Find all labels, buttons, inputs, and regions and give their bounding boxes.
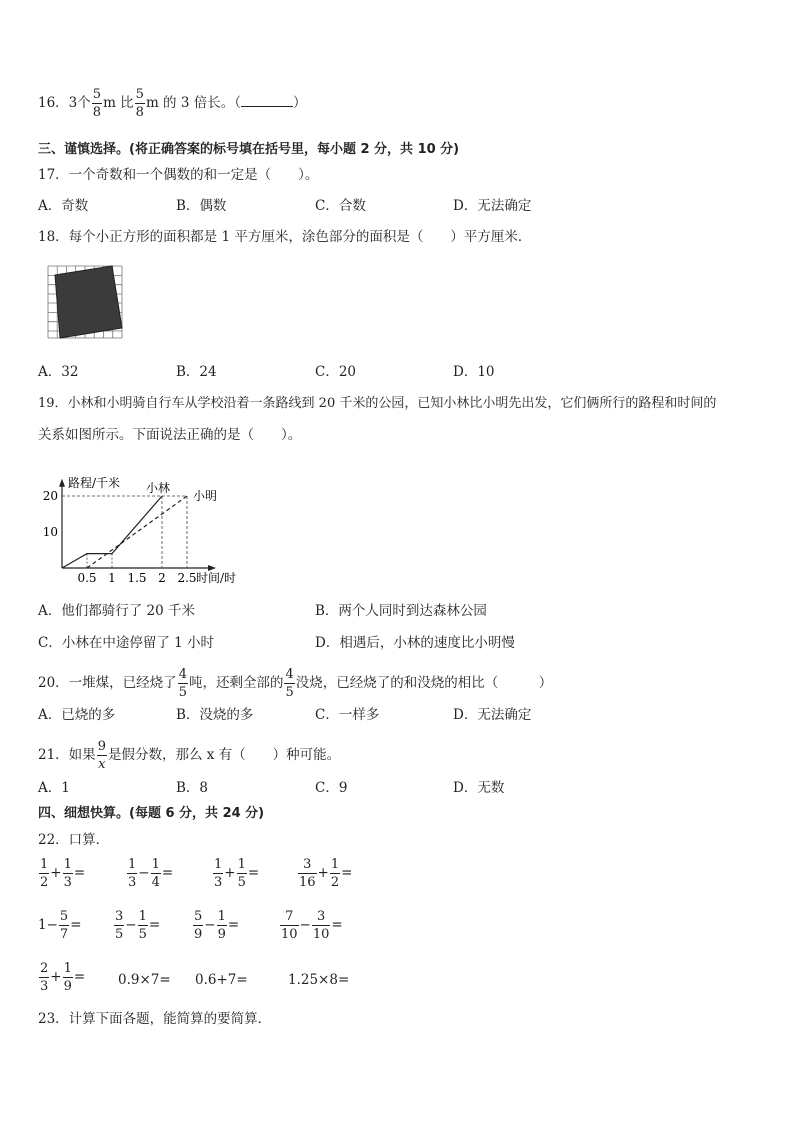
series-line-1	[87, 496, 187, 568]
q21-option-d[interactable]: D．无数	[453, 780, 505, 796]
question-17: 17．一个奇数和一个偶数的和一定是（ ）。	[38, 167, 319, 183]
q17-option-d[interactable]: D．无法确定	[453, 198, 532, 214]
answer-blank[interactable]	[241, 94, 293, 107]
question-19-line-2: 关系如图所示。下面说法正确的是（ ）。	[38, 427, 302, 443]
shaded-square	[55, 266, 122, 338]
y-axis-arrow	[59, 479, 65, 487]
q17-option-b[interactable]: B．偶数	[176, 198, 227, 214]
question-23: 23．计算下面各题，能简算的要简算．	[38, 1011, 272, 1027]
x-tick-label: 0.5	[77, 571, 97, 585]
calc-item: $\frac{3}{16}$ + $\frac{1}{2}$ =	[299, 857, 353, 890]
y-axis-label: 路程/千米	[68, 475, 121, 490]
calc-item: 0.9×7=	[118, 972, 171, 988]
grid-figure	[46, 264, 124, 340]
x-tick-label: 2.5	[177, 571, 197, 585]
q21-option-c[interactable]: C．9	[315, 780, 348, 796]
question-16: 16．3个 $\frac{5}{8}$ m 比 $\frac{5}{8}$ m 的 3 倍长。（ ）	[38, 87, 307, 120]
section-3-title: 三、谨慎选择。(将正确答案的标号填在括号里，每小题 2 分，共 10 分)	[38, 142, 460, 157]
question-21: 21．如果 $\frac{9}{x}$ 是假分数，那么 x 有（ ）种可能。	[38, 739, 341, 772]
distance-time-chart	[36, 462, 276, 588]
q19-option-d[interactable]: D．相遇后，小林的速度比小明慢	[315, 635, 515, 651]
q21-option-b[interactable]: B．8	[176, 780, 209, 796]
question-22: 22．口算．	[38, 832, 110, 848]
calc-item: $\frac{5}{9}$ − $\frac{1}{9}$ =	[194, 909, 240, 942]
q19-option-c[interactable]: C．小林在中途停留了 1 小时	[38, 635, 215, 651]
q19-option-b[interactable]: B．两个人同时到达森林公园	[315, 603, 487, 619]
fraction: $\frac{4}{5}$	[285, 667, 294, 700]
q20-option-b[interactable]: B．没烧的多	[176, 707, 254, 723]
q21-option-a[interactable]: A．1	[38, 780, 70, 796]
fraction: $\frac{4}{5}$	[178, 667, 187, 700]
q17-option-a[interactable]: A．奇数	[38, 198, 89, 214]
x-tick-label: 1	[108, 571, 116, 585]
q18-option-d[interactable]: D．10	[453, 364, 495, 380]
calc-item: $\frac{1}{2}$ + $\frac{1}{3}$ =	[40, 857, 86, 890]
x-axis-label: 时间/时	[196, 571, 237, 585]
y-tick-label: 10	[42, 525, 58, 539]
calc-item: 1.25×8=	[288, 972, 350, 988]
calc-item: 0.6+7=	[195, 972, 248, 988]
q20-option-c[interactable]: C．一样多	[315, 707, 380, 723]
calc-item: 1− $\frac{5}{7}$ =	[38, 909, 82, 942]
q20-option-a[interactable]: A．已烧的多	[38, 707, 116, 723]
series-line-0	[62, 496, 162, 568]
calc-item: $\frac{1}{3}$ + $\frac{1}{5}$ =	[214, 857, 260, 890]
question-20: 20．一堆煤，已经烧了 $\frac{4}{5}$ 吨，还剩全部的 $\frac{4}{5}$ 没烧，已经烧了的和没烧的相比（ ）	[38, 667, 553, 700]
q19-option-a[interactable]: A．他们都骑行了 20 千米	[38, 603, 196, 619]
q20-option-d[interactable]: D．无法确定	[453, 707, 532, 723]
series-label: 小林	[146, 481, 171, 495]
fraction: $\frac{5}{8}$	[135, 87, 144, 120]
q18-option-c[interactable]: C．20	[315, 364, 357, 380]
calc-item: $\frac{1}{3}$ − $\frac{1}{4}$ =	[128, 857, 174, 890]
q17-option-c[interactable]: C．合数	[315, 198, 366, 214]
calc-item: $\frac{2}{3}$ + $\frac{1}{9}$ =	[40, 961, 86, 994]
calc-item: $\frac{7}{10}$ − $\frac{3}{10}$ =	[281, 909, 343, 942]
q18-option-b[interactable]: B．24	[176, 364, 217, 380]
question-19-line-1: 19．小林和小明骑自行车从学校沿着一条路线到 20 千米的公园，已知小林比小明先出发，它们俩所行的路程和时间的	[38, 396, 717, 411]
calc-item: $\frac{3}{5}$ − $\frac{1}{5}$ =	[115, 909, 161, 942]
y-tick-label: 20	[42, 489, 58, 503]
section-4-title: 四、细想快算。(每题 6 分，共 24 分)	[38, 806, 265, 821]
x-tick-label: 2	[158, 571, 166, 585]
x-tick-label: 1.5	[127, 571, 147, 585]
fraction: $\frac{5}{8}$	[92, 87, 102, 120]
series-label: 小明	[193, 489, 218, 503]
fraction: $\frac{9}{x}$	[97, 739, 106, 772]
question-18: 18．每个小正方形的面积都是 1 平方厘米，涂色部分的面积是（ ）平方厘米．	[38, 229, 532, 245]
q18-option-a[interactable]: A．32	[38, 364, 79, 380]
